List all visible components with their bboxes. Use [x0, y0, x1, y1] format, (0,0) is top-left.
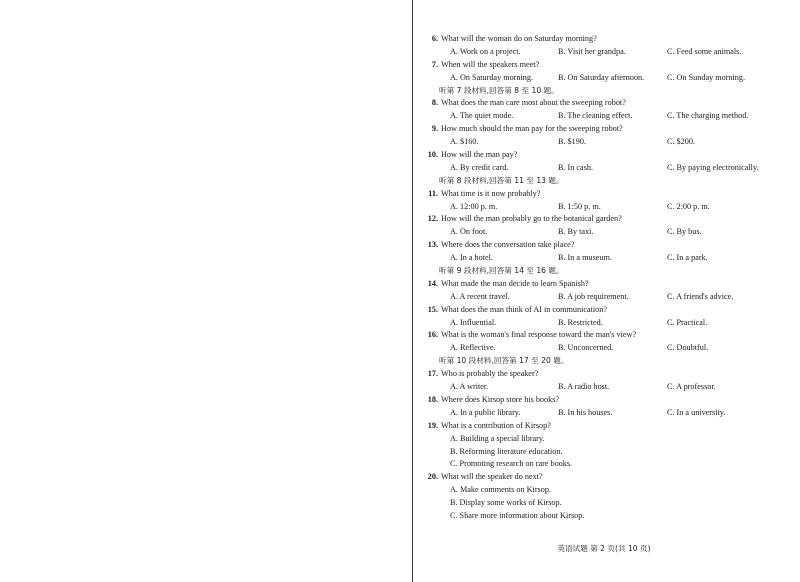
question-number: 15. [427, 304, 438, 314]
answer-option-line: C. Share more information about Kirsop. [450, 510, 585, 520]
answer-options [424, 317, 784, 330]
question-text: What is a contribution of Kirsop? [441, 420, 551, 430]
option-c: C. Feed some animals. [667, 46, 742, 56]
question-text: What does the man think of AI in communication? [441, 304, 607, 314]
exam-page-content [424, 33, 784, 523]
question-text: What time is it now probably? [441, 188, 541, 198]
option-b: B. A job requirement. [558, 291, 629, 301]
question-line [424, 394, 784, 407]
question-number: 18. [427, 394, 438, 404]
option-c: C. A professor. [667, 382, 716, 392]
answer-options [424, 291, 784, 304]
question-text: Where does Kirsop store his books? [441, 394, 560, 404]
answer-options [424, 381, 784, 394]
answer-option-line: A. Building a special library. [450, 433, 545, 443]
section-instruction: 听第 8 段材料,回答第 11 至 13 题。 [439, 175, 564, 185]
question-text: How will the man pay? [441, 150, 518, 160]
option-a: A. On Saturday morning. [450, 72, 534, 82]
answer-options [424, 162, 784, 175]
question-text: What does the man care most about the sweeping robot? [441, 98, 626, 108]
option-b: B. In a museum. [558, 253, 612, 263]
answer-option-line: C. Promoting research on rare books. [450, 459, 573, 469]
option-b: B. In cash. [558, 162, 594, 172]
answer-option-line: A. Make comments on Kirsop. [450, 485, 551, 495]
option-a: A. A writer. [450, 382, 489, 392]
answer-option-line: B. Display some works of Kirsop. [450, 498, 562, 508]
option-a: A. Influential. [450, 317, 497, 327]
option-b: B. On Saturday afternoon. [558, 72, 645, 82]
question-text: When will the speakers meet? [441, 59, 540, 69]
question-line [424, 123, 784, 136]
question-number: 7. [431, 59, 438, 69]
option-b: B. $190. [558, 137, 586, 147]
question-line [424, 304, 784, 317]
option-b: B. Restricted. [558, 317, 603, 327]
option-c: C. In a park. [667, 253, 708, 263]
question-text: How will the man probably go to the botanical garden? [441, 214, 622, 224]
question-line [424, 278, 784, 291]
question-text: How much should the man pay for the sweeping robot? [441, 124, 623, 134]
answer-options [424, 342, 784, 355]
option-a: A. In a hotel. [450, 253, 493, 263]
option-a: A. By credit card. [450, 162, 509, 172]
question-text: What will the woman do on Saturday morning? [441, 34, 597, 43]
binding-margin-line [412, 0, 413, 582]
question-line [424, 471, 784, 484]
question-line [424, 213, 784, 226]
option-c: C. 2:00 p. m. [667, 201, 710, 211]
option-c: C. By bus. [667, 227, 702, 237]
answer-options [424, 110, 784, 123]
answer-options [424, 46, 784, 59]
option-c: C. Practical. [667, 317, 708, 327]
option-b: B. Visit her grandpa. [558, 46, 626, 56]
question-line [424, 329, 784, 342]
page-footer: 英语试题 第 2 页(共 10 页) [557, 544, 651, 553]
answer-options [424, 226, 784, 239]
option-a: A. $160. [450, 137, 479, 147]
question-text: Who is probably the speaker? [441, 369, 539, 379]
option-c: C. In a university. [667, 407, 726, 417]
option-a: A. Work on a project. [450, 46, 521, 56]
section-instruction: 听第 9 段材料,回答第 14 至 16 题。 [439, 266, 564, 276]
option-c: C. By paying electronically. [667, 162, 759, 172]
option-a: A. A recent travel. [450, 291, 510, 301]
option-c: C. The charging method. [667, 111, 749, 121]
answer-options [424, 136, 784, 149]
answer-options [424, 252, 784, 265]
question-number: 19. [427, 420, 438, 430]
section-instruction: 听第 10 段材料,回答第 17 至 20 题。 [439, 356, 569, 366]
question-line [424, 188, 784, 201]
question-number: 16. [427, 330, 438, 340]
question-line [424, 97, 784, 110]
question-line [424, 33, 784, 46]
option-c: C. A friend's advice. [667, 291, 734, 301]
option-b: B. By taxi. [558, 227, 594, 237]
section-instruction: 听第 7 段材料,回答第 8 至 10 题。 [439, 85, 559, 95]
option-b: B. The cleaning effect. [558, 111, 633, 121]
question-line [424, 239, 784, 252]
question-number: 17. [427, 369, 438, 379]
option-c: C. Doubtful. [667, 343, 709, 353]
question-number: 11. [428, 188, 438, 198]
question-number: 6. [431, 34, 438, 43]
question-line [424, 149, 784, 162]
option-c: C. On Sunday morning. [667, 72, 746, 82]
question-number: 12. [427, 214, 438, 224]
option-b: B. In his houses. [558, 407, 613, 417]
question-line [424, 420, 784, 433]
option-b: B. 1:50 p. m. [558, 201, 601, 211]
option-a: A. In a public library. [450, 407, 521, 417]
option-a: A. Reflective. [450, 343, 496, 353]
option-a: A. 12:00 p. m. [450, 201, 498, 211]
option-a: A. The quiet mode. [450, 111, 514, 121]
question-number: 14. [427, 278, 438, 288]
question-number: 9. [431, 124, 438, 134]
question-number: 20. [427, 472, 438, 482]
answer-options [424, 72, 784, 85]
answer-options [424, 407, 784, 420]
question-number: 10. [427, 150, 438, 160]
question-number: 8. [431, 98, 438, 108]
question-number: 13. [427, 240, 438, 250]
question-line [424, 368, 784, 381]
option-c: C. $200. [667, 137, 695, 147]
answer-options [424, 201, 784, 214]
question-text: What is the woman's final response toward the man's view? [441, 330, 637, 340]
question-text: Where does the conversation take place? [441, 240, 575, 250]
option-a: A. On foot. [450, 227, 488, 237]
question-line [424, 59, 784, 72]
option-b: B. Unconcerned. [558, 343, 614, 353]
option-b: B. A radio host. [558, 382, 610, 392]
question-text: What made the man decide to learn Spanish? [441, 278, 589, 288]
question-text: What will the speaker do next? [441, 472, 543, 482]
answer-option-line: B. Reforming literature education. [450, 446, 563, 456]
